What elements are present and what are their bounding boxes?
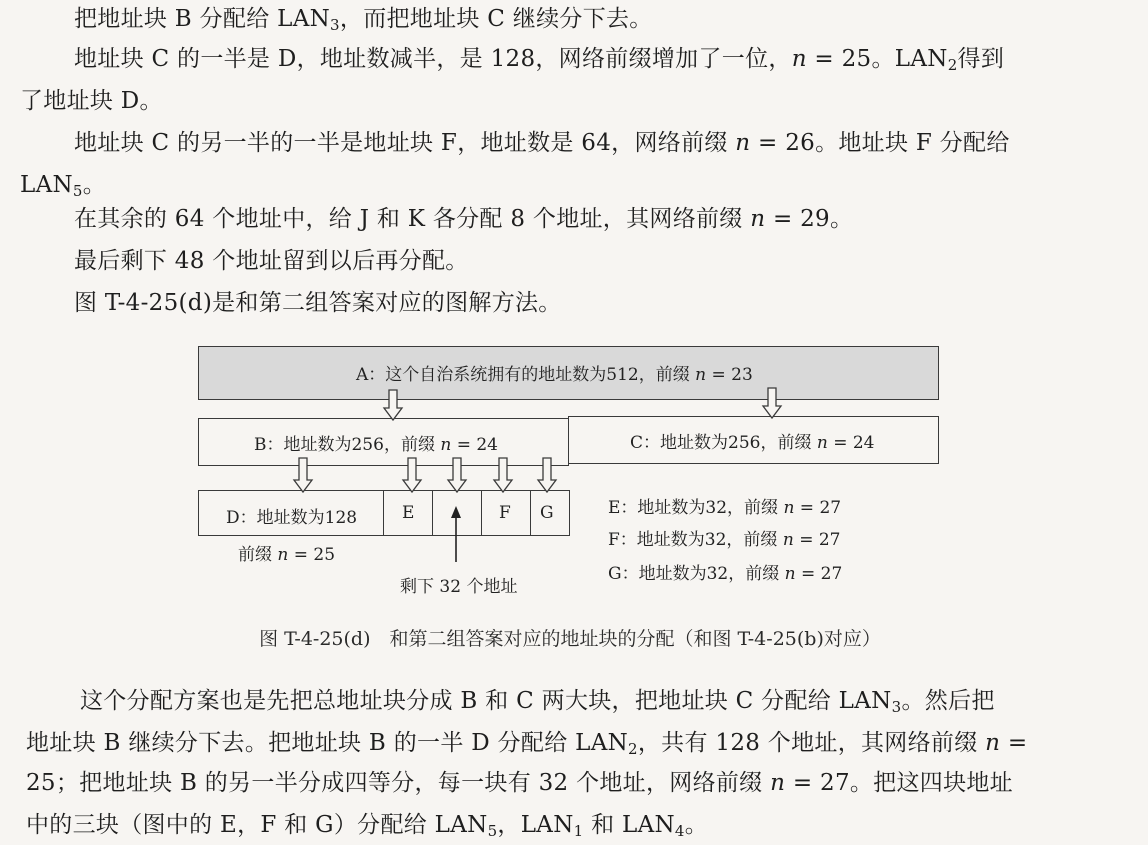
legend-G: G：地址数为32，前缀 n = 27 bbox=[608, 564, 843, 584]
paragraph-2-line-2: 了地址块 D。 bbox=[20, 88, 163, 114]
paragraph-5: 最后剩下 48 个地址留到以后再分配。 bbox=[74, 248, 469, 274]
arrow-B-to-E bbox=[403, 458, 421, 492]
block-A-label: A：这个自治系统拥有的地址数为512，前缀 n = 23 bbox=[356, 365, 753, 385]
arrow-B-to-remaining bbox=[448, 458, 466, 492]
arrow-B-to-D bbox=[294, 458, 312, 492]
block-F-label: F bbox=[499, 503, 511, 523]
paragraph-3-line-2: $LAN_5$。 bbox=[20, 172, 107, 200]
block-G-label: G bbox=[540, 503, 554, 523]
block-E-label: E bbox=[402, 503, 415, 523]
paragraph-bottom-line-2: 地址块 B 继续分下去。把地址块 B 的一半 D 分配给 $LAN_2$，共有 128 个地址，其网络前缀 n = bbox=[26, 730, 1028, 758]
paragraph-3-line-1: 地址块 C 的另一半的一半是地址块 F，地址数是 64，网络前缀 n = 26。地址块 F 分配给 bbox=[74, 130, 1010, 156]
block-D-prefix: 前缀 n = 25 bbox=[238, 545, 336, 565]
legend-F: F：地址数为32，前缀 n = 27 bbox=[608, 530, 841, 550]
block-C-label: C：地址数为256，前缀 n = 24 bbox=[630, 433, 875, 453]
block-D-label: D：地址数为128 bbox=[226, 508, 358, 528]
remaining-label: 剩下 32 个地址 bbox=[400, 577, 518, 597]
paragraph-bottom-line-1: 这个分配方案也是先把总地址块分成 B 和 C 两大块，把地址块 C 分配给 $LAN_3$。然后把 bbox=[80, 688, 995, 716]
paragraph-6: 图 T-4-25(d)是和第二组答案对应的图解方法。 bbox=[74, 290, 562, 316]
legend-E: E：地址数为32，前缀 n = 27 bbox=[608, 498, 842, 518]
paragraph-1: 把地址块 B 分配给 $LAN_3$，而把地址块 C 继续分下去。 bbox=[74, 6, 653, 34]
arrow-A-to-C bbox=[763, 388, 781, 418]
arrow-remaining-pointer-head bbox=[451, 506, 461, 518]
paragraph-bottom-line-4: 中的三块（图中的 E，F 和 G）分配给 $LAN_5$，$LAN_1$ 和 $LAN_4$。 bbox=[26, 812, 709, 840]
arrow-B-to-F bbox=[494, 458, 512, 492]
paragraph-4: 在其余的 64 个地址中，给 J 和 K 各分配 8 个地址，其网络前缀 n = 29。 bbox=[74, 206, 854, 232]
figure-caption: 图 T-4-25(d) 和第二组答案对应的地址块的分配（和图 T-4-25(b)对应） bbox=[259, 628, 881, 650]
arrow-A-to-B bbox=[384, 390, 402, 420]
paragraph-bottom-line-3: 25；把地址块 B 的另一半分成四等分，每一块有 32 个地址，网络前缀 n = 27。把这四块地址 bbox=[26, 770, 1013, 796]
arrow-B-to-G bbox=[538, 458, 556, 492]
paragraph-2-line-1: 地址块 C 的一半是 D，地址数减半，是 128，网络前缀增加了一位，n = 25。$LAN_2$得到 bbox=[74, 46, 1005, 74]
block-B-label: B：地址数为256，前缀 n = 24 bbox=[254, 435, 498, 455]
